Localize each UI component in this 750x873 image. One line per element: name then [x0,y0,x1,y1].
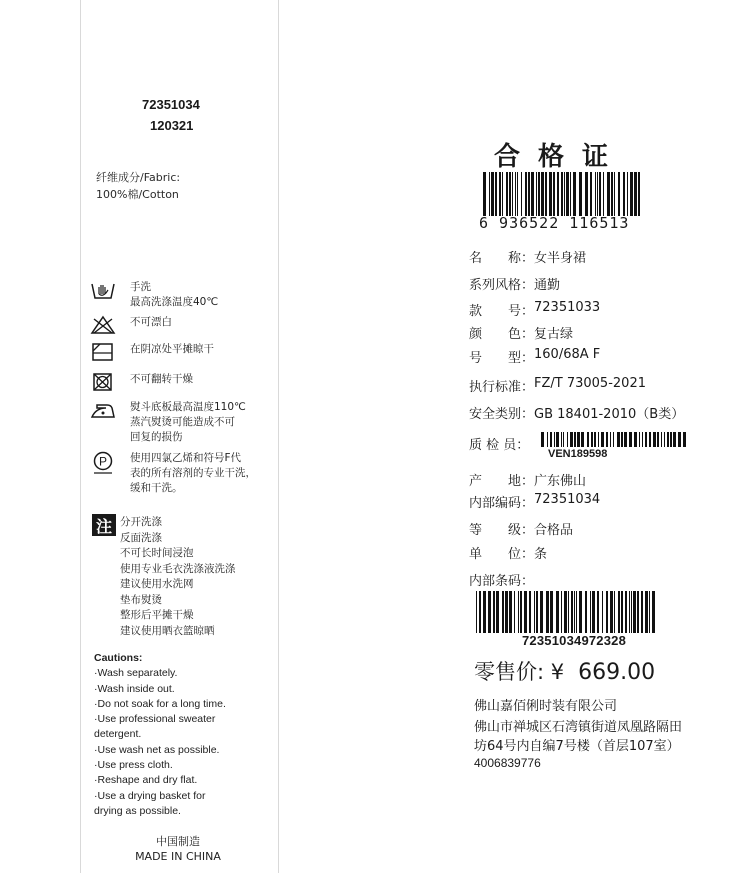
company-address: 佛山市禅城区石湾镇街道凤凰路隔田坊64号内自编7号楼（首层107室） [474,720,683,754]
dry-clean-p-icon [90,451,116,475]
fabric-label: 纤维成分/Fabric: [96,171,181,184]
note-icon: 注 [92,514,116,536]
barcode-bar [607,172,610,216]
inspector-barcode-icon [541,432,691,447]
barcode-bar [621,591,623,633]
barcode-bar [493,591,495,633]
field-label: 等 级： [469,523,535,538]
barcode-bar [629,432,632,447]
caution-line: ·Wash separately. [94,667,178,680]
field-label: 款 号： [469,304,535,319]
barcode-bar [556,591,559,633]
field-safety [469,403,684,422]
field-value: 女半身裙 [534,251,587,266]
barcode-bar [638,172,640,216]
field-origin [469,470,586,489]
field-label: 内部条码： [469,574,535,589]
care-text: 使用四氯乙烯和符号F代 表的所有溶剂的专业干洗， 缓和干洗。 [130,452,256,494]
barcode-bar [556,432,559,447]
barcode-bar [574,591,575,633]
barcode-bar [567,432,568,447]
barcode-bar [570,172,571,216]
note-item: 不可长时间浸泡 [120,547,194,559]
care-text: 在阴凉处平摊晾干 [130,343,214,355]
barcode-bar [502,172,503,216]
company-phone: 4006839776 [474,756,541,770]
field-label: 号 型： [469,351,535,366]
barcode-bar [649,432,651,447]
note-item: 垫布熨烫 [120,593,162,606]
barcode-bar [585,591,587,633]
barcode-bar [683,432,686,447]
barcode-bar [531,172,534,216]
caution-line: ·Use a drying basket for [94,789,206,802]
barcode-bar [573,172,576,216]
caution-line: ·Use wash net as possible. [94,743,220,756]
barcode-bar [561,591,562,633]
retail-price [474,656,655,686]
note-list [120,515,236,639]
code-1: 72351034 [142,97,200,112]
barcode-bar [528,172,530,216]
barcode-bar [557,172,559,216]
field-value: 72351033 [534,300,601,315]
barcode-bar [517,172,518,216]
field-value: 合格品 [534,523,574,538]
care-row [90,342,275,362]
barcode-bar [603,172,604,216]
product-barcode-icon [483,172,641,216]
barcode-bar [625,591,627,633]
barcode-bar [483,591,486,633]
note-item: 建议使用水洗网 [120,578,194,590]
barcode-bar [483,172,486,216]
barcode-bar [623,172,625,216]
barcode-bar [579,591,582,633]
barcode-bar [634,432,637,447]
field-label: 产 地： [469,474,535,489]
washing-notes [92,514,236,639]
certificate-title: 合格证 [494,142,627,172]
barcode-bar [590,172,592,216]
barcode-bar [618,591,620,633]
barcode-bar [614,591,615,633]
care-text: 熨斗底板最高温度110℃ 蒸汽熨烫可能造成不可 回复的损伤 [130,401,246,443]
barcode-bar [657,432,659,447]
code-2: 120321 [150,118,194,133]
barcode-bar [505,591,508,633]
inspector-code: VEN189598 [548,448,608,460]
hand-wash-icon [90,280,116,300]
field-value: 复古绿 [534,327,574,342]
barcode-bar [631,591,632,633]
field-label: 执行标准： [469,380,535,395]
care-text: 手洗 最高洗涤温度40℃ [130,281,219,308]
barcode-bar [617,432,620,447]
field-name [469,247,586,266]
barcode-bar [536,591,538,633]
note-item: 反面洗涤 [120,531,162,544]
barcode-bar [641,591,643,633]
note-item: 整形后平摊干燥 [120,609,194,621]
care-text: 不可翻转干燥 [130,373,193,385]
barcode-bar [576,591,577,633]
fabric-value: 100%棉/Cotton [96,188,179,201]
barcode-bar [553,172,555,216]
barcode-bar [509,172,511,216]
internal-barcode-number: 72351034972328 [522,633,627,648]
cautions [94,651,226,819]
field-size [469,347,600,366]
care-row [90,315,275,335]
barcode-bar [476,591,477,633]
barcode-bar [633,591,636,633]
svg-text:P: P [98,454,108,469]
barcode-bar [499,172,501,216]
fabric-info [96,169,180,203]
barcode-bar [606,591,608,633]
field-label: 安全类别： [469,407,535,422]
iron-110-icon [90,400,116,420]
barcode-bar [599,172,601,216]
barcode-bar [514,591,515,633]
care-row [90,400,275,445]
field-label: 系列风格： [469,278,535,293]
barcode-bar [534,591,535,633]
barcode-bar [610,432,611,447]
made-in-cn: 中国制造 [156,835,200,848]
care-row [90,451,275,496]
barcode-bar [592,591,595,633]
left-label-edge [80,0,81,873]
barcode-bar [581,432,584,447]
barcode-bar [545,172,547,216]
barcode-bar [652,591,655,633]
barcode-bar [546,591,549,633]
barcode-bar [561,432,562,447]
barcode-bar [488,591,491,633]
barcode-bar [550,432,552,447]
care-row [90,280,275,310]
barcode-bar [590,591,591,633]
barcode-bar [549,172,552,216]
caution-line: ·Wash inside out. [94,682,175,695]
barcode-bar [495,172,497,216]
barcode-bar [547,432,548,447]
product-codes [142,94,200,136]
barcode-bar [506,172,508,216]
barcode-bar [491,172,494,216]
no-tumble-dry-icon [90,372,116,392]
barcode-bar [518,591,519,633]
barcode-bar [601,432,604,447]
field-value: 条 [534,547,548,562]
barcode-bar [564,591,567,633]
barcode-bar [597,172,598,216]
barcode-bar [561,172,563,216]
barcode-bar [598,432,599,447]
field-label: 质 检 员： [469,438,530,453]
barcode-bar [550,591,553,633]
barcode-bar [566,172,569,216]
field-standard [469,376,646,395]
barcode-bar [540,591,543,633]
shade-flat-dry-icon [90,342,116,362]
product-barcode-number: 6 936522 116513 [479,214,630,232]
barcode-bar [670,432,672,447]
barcode-bar [502,591,504,633]
barcode-bar [587,432,589,447]
no-bleach-icon [90,315,116,335]
barcode-bar [637,591,639,633]
cautions-title: Cautions: [94,652,143,664]
barcode-bar [627,172,628,216]
made-in [128,834,228,864]
field-style-number [469,300,600,319]
barcode-bar [579,172,582,216]
internal-barcode-icon [476,591,658,633]
field-value: GB 18401-2010（B类） [534,407,685,422]
caution-line: ·Use press cloth. [94,759,173,772]
barcode-bar [624,432,627,447]
barcode-bar [521,172,522,216]
barcode-bar [574,432,576,447]
barcode-bar [621,432,623,447]
care-text: 不可漂白 [130,316,172,328]
barcode-bar [630,172,633,216]
field-inspector [469,434,529,453]
caution-line: detergent. [94,728,142,741]
barcode-bar [649,591,650,633]
caution-line: ·Reshape and dry flat. [94,774,198,787]
barcode-bar [645,591,648,633]
barcode-bar [577,432,580,447]
caution-line: ·Use professional sweater [94,713,216,726]
barcode-bar [614,172,615,216]
field-style [469,274,560,293]
barcode-bar [529,591,531,633]
price-value: 669.00 [578,660,656,685]
barcode-bar [595,172,596,216]
caution-line: ·Do not soak for a long time. [94,697,226,710]
note-item: 使用专业毛衣洗涤液洗涤 [120,562,236,575]
barcode-bar [591,432,593,447]
barcode-bar [515,172,516,216]
barcode-bar [541,432,544,447]
barcode-bar [606,432,608,447]
barcode-bar [610,591,613,633]
barcode-bar [538,172,540,216]
field-label: 单 位： [469,547,535,562]
barcode-bar [525,172,527,216]
barcode-bar [524,591,527,633]
barcode-bar [571,591,573,633]
field-internal-barcode [469,570,534,589]
field-value: 160/68A F [534,347,601,362]
barcode-bar [664,432,665,447]
note-item: 分开洗涤 [120,516,162,528]
barcode-bar [554,432,555,447]
barcode-bar [611,172,613,216]
caution-line: drying as possible. [94,804,181,817]
care-instructions [90,280,275,501]
field-value: FZ/T 73005-2021 [534,376,646,391]
barcode-bar [597,591,599,633]
note-item: 建议使用晒衣篮晾晒 [120,624,215,637]
barcode-bar [678,432,681,447]
care-row [90,372,275,392]
barcode-bar [568,591,569,633]
field-label: 名 称： [469,251,535,266]
barcode-bar [541,172,544,216]
barcode-bar [645,432,647,447]
barcode-bar [594,432,596,447]
barcode-bar [536,172,537,216]
field-label: 颜 色： [469,327,535,342]
field-internal-code [469,492,600,511]
barcode-bar [479,591,481,633]
barcode-bar [563,432,564,447]
barcode-bar [653,432,656,447]
field-label: 内部编码： [469,496,535,511]
barcode-bar [564,172,565,216]
price-label: 零售价: ¥ [474,660,565,684]
barcode-bar [629,591,630,633]
barcode-bar [661,432,662,447]
barcode-bar [634,172,637,216]
company-name: 佛山嘉佰俐时装有限公司 [474,699,618,714]
field-value: 通勤 [534,278,561,293]
barcode-bar [613,432,614,447]
barcode-bar [570,432,573,447]
barcode-bar [496,591,499,633]
field-value: 72351034 [534,492,601,507]
made-in-en: MADE IN CHINA [135,850,221,863]
barcode-bar [602,591,603,633]
field-color [469,323,573,342]
field-unit [469,543,547,562]
field-grade [469,519,573,538]
barcode-bar [585,172,588,216]
barcode-bar [520,591,522,633]
barcode-bar [512,172,513,216]
field-value: 广东佛山 [534,474,587,489]
left-label-edge [278,0,279,873]
barcode-bar [642,432,643,447]
barcode-bar [618,172,620,216]
barcode-bar [639,432,640,447]
barcode-bar [667,432,669,447]
barcode-bar [489,172,490,216]
barcode-bar [673,432,676,447]
barcode-bar [509,591,512,633]
